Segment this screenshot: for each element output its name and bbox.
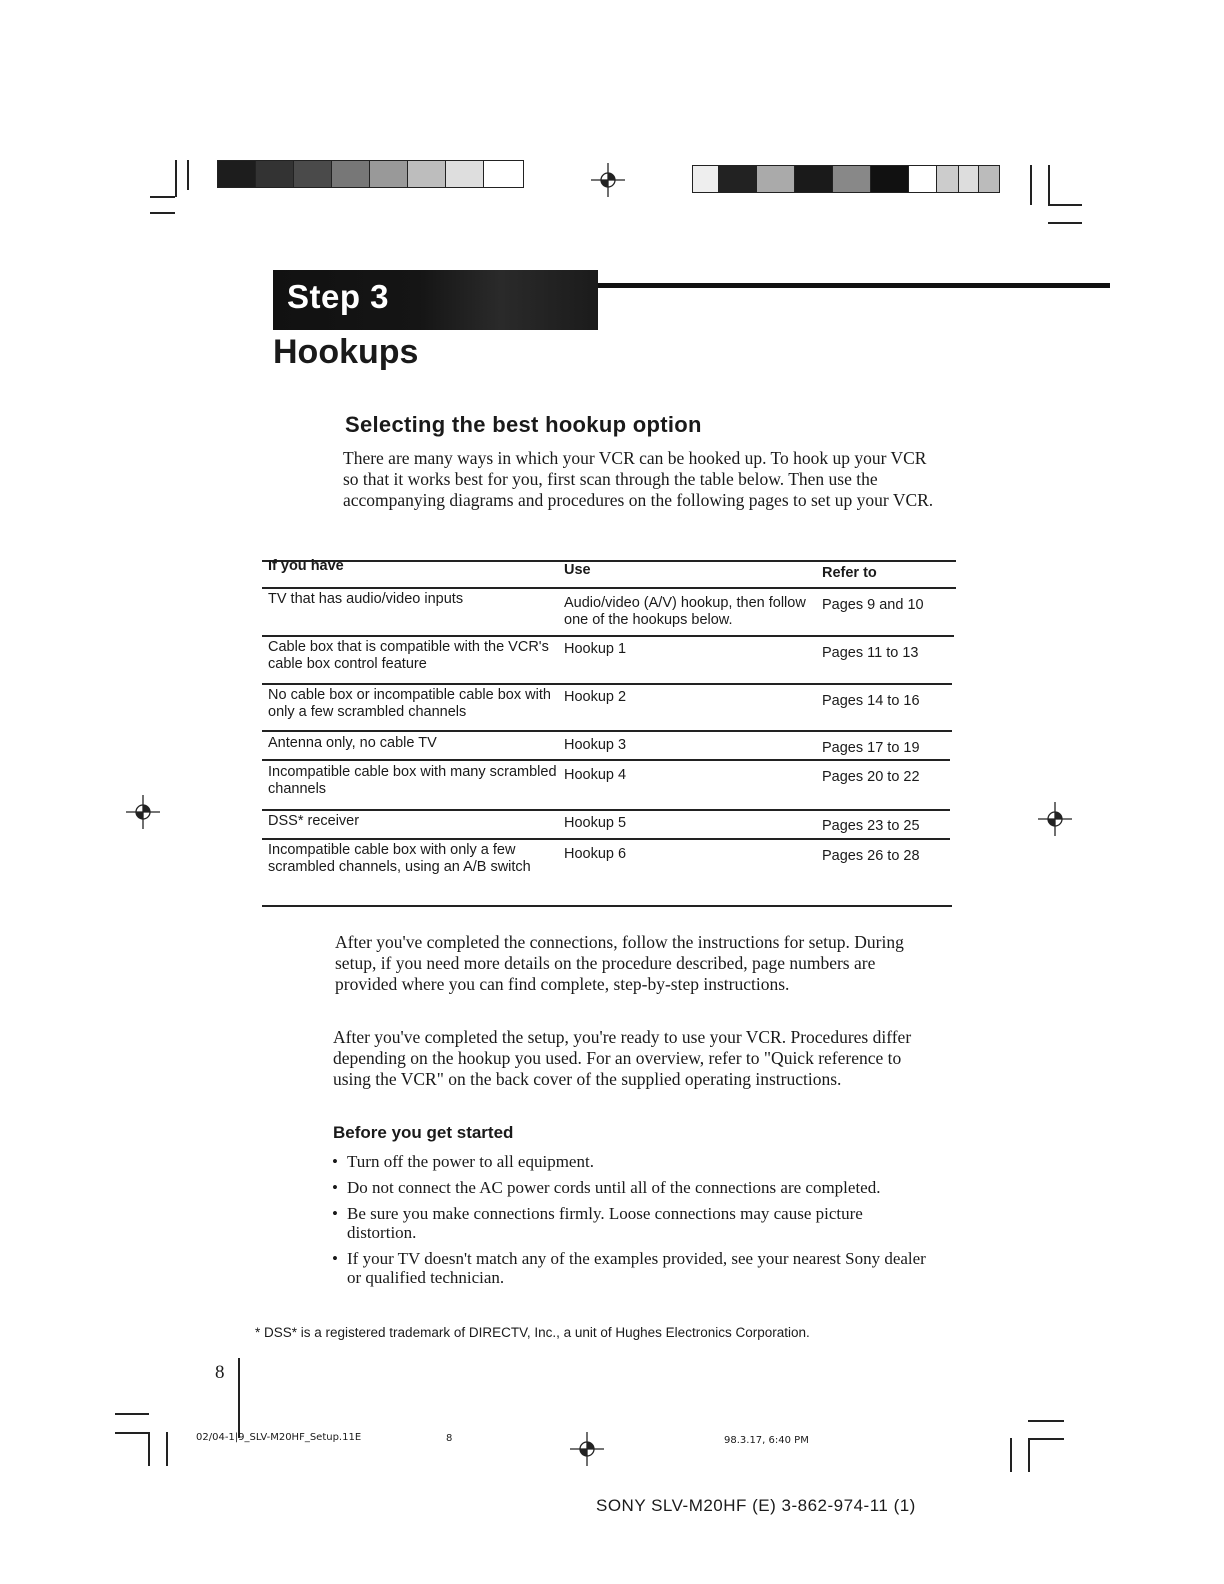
table-row-rule bbox=[262, 809, 950, 811]
crop-mark-bottom-right-v2 bbox=[1010, 1438, 1012, 1472]
section-title: Selecting the best hookup option bbox=[345, 412, 702, 437]
table-header-rule bbox=[262, 587, 956, 589]
step-header-rule bbox=[598, 283, 1110, 288]
list-item: • Turn off the power to all equipment. bbox=[332, 1152, 932, 1171]
table-row-1-ref: Pages 11 to 13 bbox=[822, 645, 919, 661]
table-bottom-rule bbox=[262, 905, 952, 907]
list-item: • Be sure you make connections firmly. Loose connections may cause picture distortion. bbox=[332, 1204, 932, 1242]
slug-page: 8 bbox=[446, 1433, 453, 1444]
crop-mark-top-right-h bbox=[1048, 204, 1082, 206]
table-row-2-use: Hookup 2 bbox=[564, 689, 627, 705]
footnote: * DSS* is a registered trademark of DIRECTV, Inc., a unit of Hughes Electronics Corporation. bbox=[255, 1325, 810, 1340]
table-row-1-have: Cable box that is compatible with the VCR's cable box control feature bbox=[268, 639, 549, 672]
table-row-2-ref: Pages 14 to 16 bbox=[822, 693, 920, 709]
table-row-rule bbox=[262, 759, 950, 761]
table-row-5-use: Hookup 5 bbox=[564, 815, 627, 831]
crop-mark-top-left-v bbox=[175, 160, 177, 197]
crop-mark-top-left-v2 bbox=[187, 160, 189, 190]
table-row-3-use: Hookup 3 bbox=[564, 737, 627, 753]
before-heading: Before you get started bbox=[333, 1123, 514, 1142]
crop-mark-bottom-left-v bbox=[148, 1432, 150, 1466]
table-row-1-use: Hookup 1 bbox=[564, 641, 627, 657]
crop-mark-top-right-h2 bbox=[1048, 222, 1082, 224]
registration-target-bottom-icon bbox=[570, 1432, 604, 1466]
crop-mark-bottom-right-v bbox=[1028, 1438, 1030, 1472]
table-row-6-use: Hookup 6 bbox=[564, 846, 627, 862]
color-bar-right bbox=[692, 165, 1000, 193]
registration-target-icon bbox=[591, 163, 625, 197]
table-row-4-use: Hookup 4 bbox=[564, 767, 627, 783]
table-row-6-ref: Pages 26 to 28 bbox=[822, 848, 920, 864]
intro-paragraph: There are many ways in which your VCR can be hooked up. To hook up your VCR so that it works best for you, first scan through the table below. Then use the accompanying diagrams and procedures on the following pages to set up your VCR. bbox=[343, 448, 934, 510]
page-title: Hookups bbox=[273, 333, 419, 371]
step-label: Step 3 bbox=[287, 278, 390, 315]
table-row-4-ref: Pages 20 to 22 bbox=[822, 769, 920, 785]
list-item: • If your TV doesn't match any of the examples provided, see your nearest Sony dealer or qualified technician. bbox=[332, 1249, 932, 1287]
crop-mark-top-right-v bbox=[1030, 165, 1032, 205]
table-row-3-ref: Pages 17 to 19 bbox=[822, 740, 920, 756]
color-bar-left bbox=[217, 160, 524, 188]
registration-target-left-icon bbox=[126, 795, 160, 829]
table-row-6-have: Incompatible cable box with only a few scrambled channels, using an A/B switch bbox=[268, 842, 531, 875]
step-banner bbox=[273, 270, 598, 330]
table-row-0-ref: Pages 9 and 10 bbox=[822, 597, 924, 613]
crop-mark-bottom-right-h2 bbox=[1028, 1438, 1064, 1440]
crop-mark-top-right-v2 bbox=[1048, 165, 1050, 205]
after-setup-paragraph: After you've completed the setup, you're ready to use your VCR. Procedures differ depending on the hookup you used. For an overview, refer to "Quick reference to using the VCR" on the back cover of the supplied operating instructions. bbox=[333, 1027, 912, 1089]
after-connections-paragraph: After you've completed the connections, follow the instructions for setup. During setup, if you need more details on the procedure described, page numbers are provided where you can find complete, step-by-step instructions. bbox=[335, 932, 904, 994]
crop-mark-bottom-right-h bbox=[1028, 1420, 1064, 1422]
crop-mark-bottom-left-h2 bbox=[115, 1432, 149, 1434]
table-row-3-have: Antenna only, no cable TV bbox=[268, 735, 437, 751]
table-row-5-have: DSS* receiver bbox=[268, 813, 360, 829]
table-row-rule bbox=[262, 838, 950, 840]
model-line: SONY SLV-M20HF (E) 3-862-974-11 (1) bbox=[596, 1496, 916, 1515]
table-row-0-use: Audio/video (A/V) hookup, then follow one of the hookups below. bbox=[564, 595, 806, 628]
table-row-rule bbox=[262, 683, 952, 685]
table-row-5-ref: Pages 23 to 25 bbox=[822, 818, 920, 834]
slug-timestamp: 98.3.17, 6:40 PM bbox=[724, 1435, 809, 1446]
crop-mark-bottom-left-h bbox=[115, 1413, 149, 1415]
table-row-0-have: TV that has audio/video inputs bbox=[268, 591, 464, 607]
crop-mark-bottom-left-v2 bbox=[166, 1432, 168, 1466]
header-use: Use bbox=[564, 562, 591, 578]
registration-target-right-icon bbox=[1038, 802, 1072, 836]
table-row-rule bbox=[262, 730, 952, 732]
table-row-rule bbox=[262, 635, 954, 637]
page-number: 8 bbox=[215, 1362, 225, 1383]
header-have: If you have bbox=[268, 558, 344, 574]
precaution-list bbox=[332, 1152, 932, 1294]
header-ref: Refer to bbox=[822, 565, 877, 581]
crop-mark-top-left-h bbox=[150, 196, 175, 198]
slug-file: 02/04-1|9_SLV-M20HF_Setup.11E bbox=[196, 1432, 362, 1443]
crop-mark-top-left-h2 bbox=[150, 212, 175, 214]
page-number-rule bbox=[238, 1358, 240, 1438]
list-item: • Do not connect the AC power cords until all of the connections are completed. bbox=[332, 1178, 932, 1197]
table-row-4-have: Incompatible cable box with many scrambled channels bbox=[268, 764, 557, 797]
table-row-2-have: No cable box or incompatible cable box with only a few scrambled channels bbox=[268, 687, 551, 720]
